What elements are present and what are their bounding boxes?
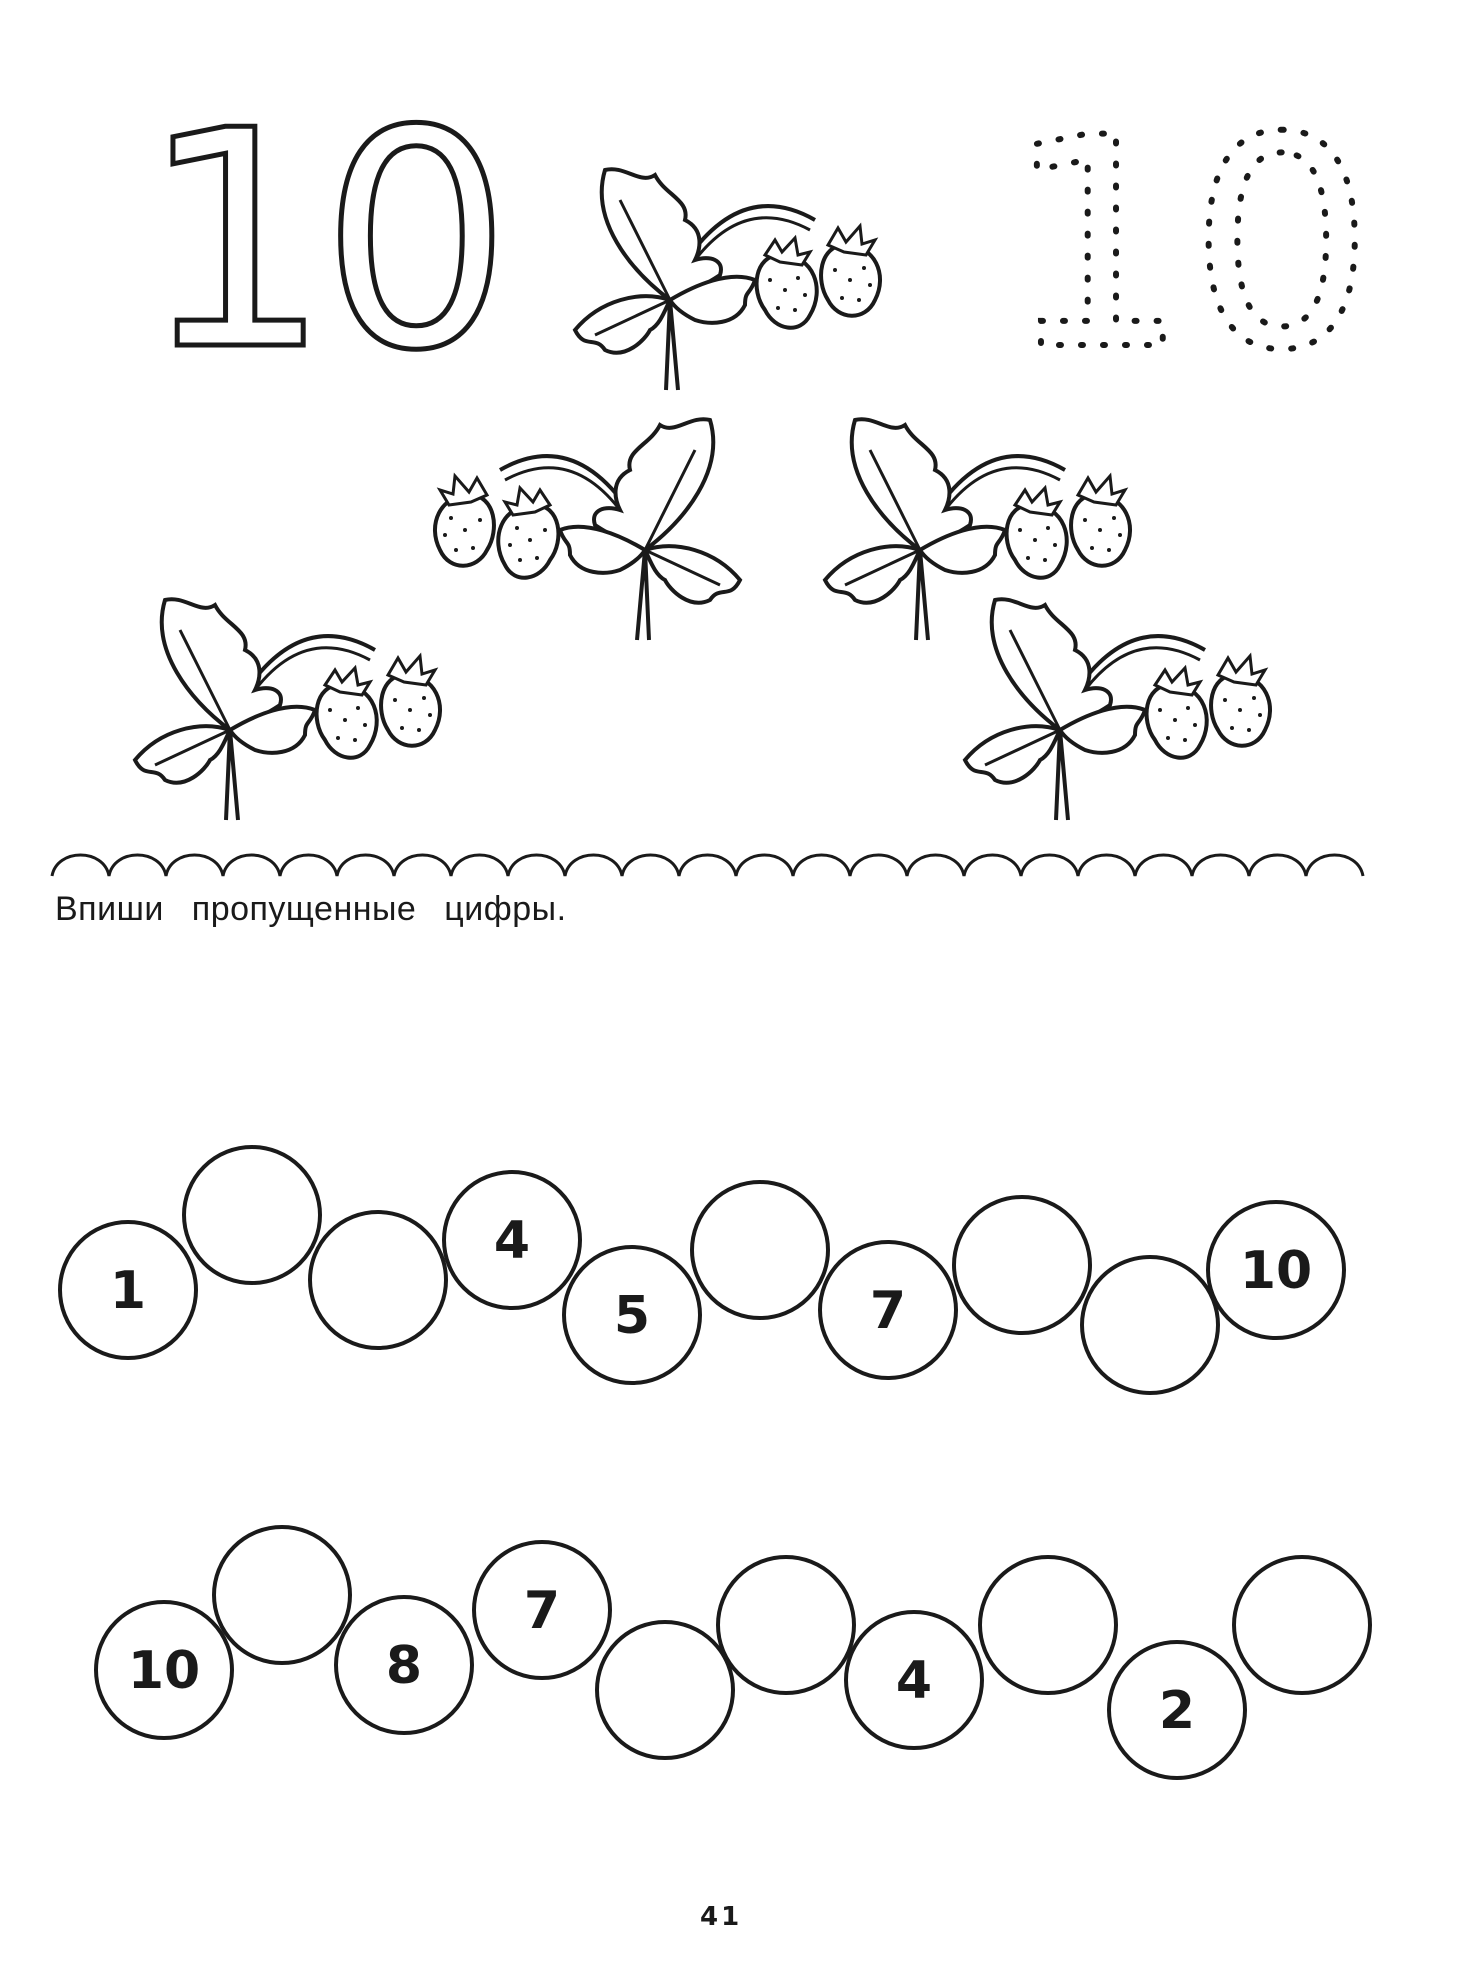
number-circle-3[interactable] (336, 1597, 472, 1733)
number-circle-8[interactable] (980, 1557, 1116, 1693)
number-circle-value: 1 (109, 1261, 147, 1321)
number-circle-outline[interactable] (692, 1182, 828, 1318)
task-instruction: Впиши пропущенные цифры. (55, 890, 567, 928)
number-chain-descending (0, 1515, 1459, 1815)
number-circle-value: 7 (869, 1281, 907, 1341)
number-circle-5[interactable] (597, 1622, 733, 1758)
page-number: 41 (700, 1902, 743, 1932)
number-circle-9[interactable] (1082, 1257, 1218, 1393)
strawberry-plant-2 (415, 410, 745, 650)
number-circle-outline[interactable] (184, 1147, 320, 1283)
number-circle-value: 4 (493, 1211, 531, 1271)
number-circle-value: 5 (613, 1286, 651, 1346)
number-circle-outline[interactable] (1082, 1257, 1218, 1393)
number-circle-8[interactable] (954, 1197, 1090, 1333)
strawberry-plant-5 (960, 590, 1290, 830)
number-circle-outline[interactable] (597, 1622, 733, 1758)
number-circle-value: 10 (1239, 1241, 1313, 1301)
number-circle-outline[interactable] (980, 1557, 1116, 1693)
number-circle-value: 2 (1158, 1681, 1196, 1741)
number-circle-10[interactable] (1208, 1202, 1344, 1338)
number-circle-value: 10 (127, 1641, 201, 1701)
number-circle-6[interactable] (718, 1557, 854, 1693)
number-circle-value: 4 (895, 1651, 933, 1711)
number-circle-3[interactable] (310, 1212, 446, 1348)
outlined-number-text: 10 (140, 67, 502, 416)
number-circle-outline[interactable] (718, 1557, 854, 1693)
number-circle-4[interactable] (474, 1542, 610, 1678)
number-circle-1[interactable] (60, 1222, 196, 1358)
number-circle-6[interactable] (692, 1182, 828, 1318)
strawberry-plant-4 (130, 590, 460, 830)
strawberry-plant-1 (570, 160, 900, 400)
number-circle-9[interactable] (1109, 1642, 1245, 1778)
number-circle-value: 8 (385, 1636, 423, 1696)
number-circle-7[interactable] (820, 1242, 956, 1378)
dotted-tracing-number[interactable] (1000, 77, 1375, 414)
number-circle-2[interactable] (184, 1147, 320, 1283)
number-circle-outline[interactable] (214, 1527, 350, 1663)
number-circle-5[interactable] (564, 1247, 700, 1383)
number-chain-ascending (0, 1140, 1459, 1440)
number-circle-1[interactable] (96, 1602, 232, 1738)
number-circle-10[interactable] (1234, 1557, 1370, 1693)
outlined-number-heading (140, 67, 502, 416)
number-circle-7[interactable] (846, 1612, 982, 1748)
number-circle-outline[interactable] (954, 1197, 1090, 1333)
number-circle-2[interactable] (214, 1527, 350, 1663)
number-circle-value: 7 (523, 1581, 561, 1641)
number-circle-4[interactable] (444, 1172, 580, 1308)
scalloped-divider (52, 838, 1382, 878)
dotted-number-text: 10 (1005, 77, 1375, 414)
number-circle-outline[interactable] (310, 1212, 446, 1348)
number-circle-outline[interactable] (1234, 1557, 1370, 1693)
